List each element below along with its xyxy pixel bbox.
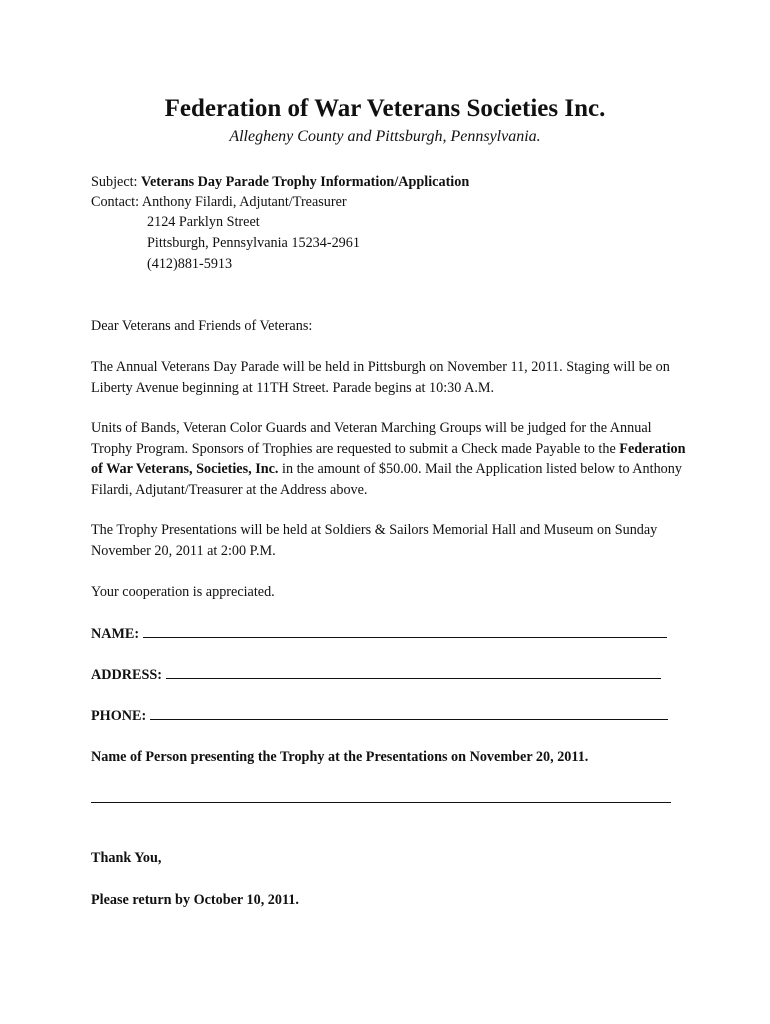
contact-street: 2124 Parklyn Street (147, 214, 260, 230)
name-field[interactable] (91, 623, 667, 644)
contact-label: Contact: (91, 194, 140, 210)
contact-phone: (412)881-5913 (147, 256, 233, 272)
page-subtitle: Allegheny County and Pittsburgh, Pennsylvania. (229, 128, 541, 145)
paragraph-parade: The Annual Veterans Day Parade will be held in Pittsburgh on November 11, 2011. Staging will be on Liberty Avenue beginning at 11TH Street. Parade begins at 10:30 A.M. (91, 359, 670, 396)
presenter-input-line[interactable] (91, 802, 671, 803)
phone-label: PHONE: (91, 708, 147, 724)
subject-value: Veterans Day Parade Trophy Information/Application (141, 174, 470, 190)
subject-label: Subject: (91, 174, 138, 190)
presenter-label: Name of Person presenting the Trophy at the Presentations on November 20, 2011. (91, 749, 589, 765)
phone-field[interactable] (91, 705, 668, 726)
name-label: NAME: (91, 626, 140, 642)
contact-city: Pittsburgh, Pennsylvania 15234-2961 (147, 235, 360, 251)
address-label: ADDRESS: (91, 667, 162, 683)
paragraph-trophy-program (91, 418, 691, 501)
p2-text-after: in the amount of $50.00. Mail the Application listed below to Anthony Filardi, Adjutant/Treasurer at the Address above. (91, 461, 682, 499)
paragraph-presentations: The Trophy Presentations will be held at Soldiers & Sailors Memorial Hall and Museum on Sunday November 20, 2011 at 2:00 P.M. (91, 522, 658, 559)
name-input-line[interactable] (143, 623, 667, 638)
thank-you: Thank You, (91, 850, 162, 866)
p2-federation-name: Federation of War Veterans, Societies, Inc. (91, 440, 686, 478)
subject-line (91, 172, 469, 192)
phone-input-line[interactable] (150, 705, 668, 720)
contact-name: Anthony Filardi, Adjutant/Treasurer (141, 194, 347, 210)
p2-text-before: Units of Bands, Veteran Color Guards and Veteran Marching Groups will be judged for the Annual Trophy Program. Sponsors of Trophies are requested to submit a Check made Payable to the (91, 420, 652, 457)
address-field[interactable] (91, 664, 661, 685)
page-title: Federation of War Veterans Societies Inc. (164, 95, 606, 122)
salutation: Dear Veterans and Friends of Veterans: (91, 318, 313, 334)
contact-line (91, 192, 347, 212)
address-input-line[interactable] (166, 664, 661, 679)
cooperation-line: Your cooperation is appreciated. (91, 584, 275, 600)
return-by: Please return by October 10, 2011. (91, 892, 299, 908)
